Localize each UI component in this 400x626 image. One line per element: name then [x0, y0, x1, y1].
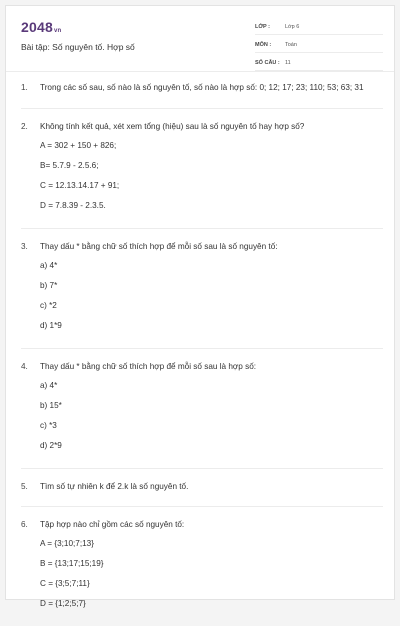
question-options: [40, 538, 383, 612]
meta-row: [255, 20, 383, 35]
meta-label: MÔN :: [255, 42, 272, 48]
question-number: 6.: [21, 520, 28, 530]
question-item: [21, 121, 383, 214]
question-divider: [21, 506, 383, 507]
question-text: Tìm số tự nhiên k để 2.k là số nguyên tố.: [40, 481, 189, 491]
question-item: [21, 481, 383, 493]
question-text: Không tính kết quả, xét xem tổng (hiệu) sau là số nguyên tố hay hợp số?: [40, 121, 305, 131]
question-divider: [21, 468, 383, 469]
question-list: [21, 82, 383, 626]
question-item: [21, 519, 383, 612]
question-divider: [21, 108, 383, 109]
question-options: [40, 140, 383, 214]
option-item: B= 5.7.9 - 2.5.6;: [40, 160, 99, 170]
question-text: Tập hợp nào chỉ gồm các số nguyên tố:: [40, 520, 185, 530]
question-item: [21, 361, 383, 454]
worksheet-meta: [255, 20, 383, 74]
option-item: c) *3: [40, 420, 57, 430]
meta-value: Toán: [285, 42, 297, 48]
worksheet-header: [6, 6, 394, 72]
option-item: A = {3;10;7;13}: [40, 539, 94, 549]
option-item: C = 12.13.14.17 + 91;: [40, 180, 120, 190]
worksheet-page: [5, 5, 395, 609]
meta-label: SỐ CÂU :: [255, 60, 280, 66]
option-item: d) 2*9: [40, 440, 62, 450]
worksheet-title: Bài tập: Số nguyên tố. Hợp số: [21, 42, 135, 52]
question-item: [21, 241, 383, 334]
question-number: 5.: [21, 481, 28, 491]
meta-value: 11: [285, 60, 291, 66]
option-item: a) 4*: [40, 380, 58, 390]
option-item: B = {13;17;15;19}: [40, 559, 104, 569]
meta-label: LỚP :: [255, 24, 270, 30]
question-number: 4.: [21, 361, 28, 371]
question-options: [40, 260, 383, 334]
option-item: D = 7.8.39 - 2.3.5.: [40, 200, 106, 210]
meta-value: Lớp 6: [285, 24, 300, 30]
option-item: d) 1*9: [40, 320, 62, 330]
question-number: 2.: [21, 121, 28, 131]
meta-row: [255, 56, 383, 71]
question-text: Thay dấu * bằng chữ số thích hợp để mỗi số sau là số nguyên tố:: [40, 241, 278, 251]
question-text: Thay dấu * bằng chữ số thích hợp để mỗi số sau là hợp số:: [40, 361, 257, 371]
option-item: A = 302 + 150 + 826;: [40, 140, 117, 150]
site-logo[interactable]: [21, 19, 61, 35]
option-item: b) 15*: [40, 400, 62, 410]
option-item: a) 4*: [40, 260, 58, 270]
question-item: [21, 82, 383, 94]
logo-text: 2048: [21, 19, 53, 35]
option-item: c) *2: [40, 300, 57, 310]
question-text: Trong các số sau, số nào là số nguyên tố, số nào là hợp số: 0; 12; 17; 23; 110; 53; 63; 31: [40, 83, 364, 92]
question-divider: [21, 348, 383, 349]
option-item: b) 7*: [40, 280, 58, 290]
question-divider: [21, 228, 383, 229]
question-number: 1.: [21, 83, 28, 92]
option-item: D = {1;2;5;7}: [40, 599, 86, 609]
question-options: [40, 380, 383, 454]
logo-suffix: vn: [53, 28, 62, 34]
option-item: C = {3;5;7;11}: [40, 579, 90, 589]
question-number: 3.: [21, 241, 28, 251]
meta-row: [255, 38, 383, 53]
